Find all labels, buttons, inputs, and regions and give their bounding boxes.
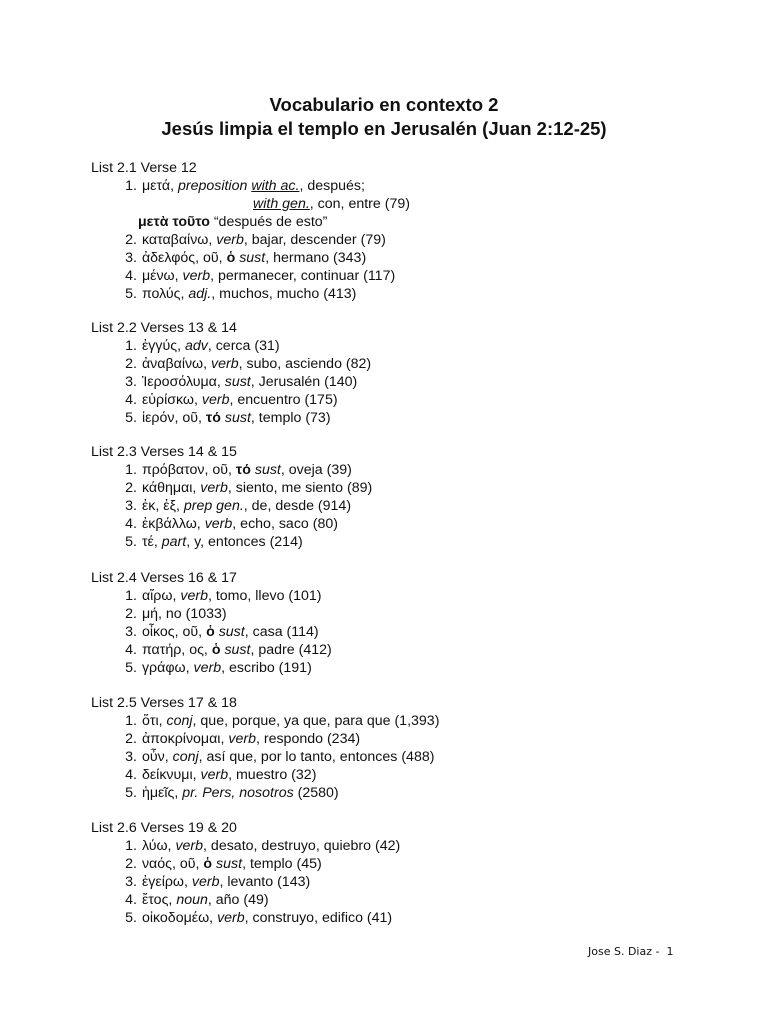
grammar-tag: sust — [224, 410, 251, 426]
greek-word: εὑρίσκω — [141, 392, 195, 408]
definition: , no (1033) — [158, 606, 227, 622]
greek-word: ὅτι — [141, 713, 159, 729]
definition: (2580) — [293, 785, 339, 801]
greek-word: ἐγείρω — [141, 874, 184, 890]
definition: , siento, me siento (89) — [227, 480, 373, 496]
greek-word: κάθημαι — [141, 480, 193, 496]
item-number: 3. — [125, 624, 137, 640]
grammar-tag: verb — [201, 392, 230, 408]
greek-word: Ἱεροσόλυμα — [141, 374, 217, 390]
definition: , año (49) — [207, 892, 269, 908]
document-subtitle: Jesús limpia el templo en Jerusalén (Juan 2:12-25) — [161, 118, 607, 139]
list-item: 5. πολύς, adj., muchos, mucho (413) — [117, 285, 356, 303]
list-item: 3. ἐκ, ἐξ, prep gen., de, desde (914) — [117, 497, 351, 515]
grammar-tag: sust — [254, 462, 281, 478]
article: ὁ — [226, 250, 236, 266]
grammar-tag: adj. — [188, 286, 212, 302]
list-item: 5. γράφω, verb, escribo (191) — [117, 659, 312, 677]
list-item: 5. τέ, part, y, entonces (214) — [117, 533, 303, 551]
phrase-line — [138, 213, 327, 231]
list-item: 4. ἔτος, noun, año (49) — [117, 891, 269, 909]
article: τό — [205, 410, 221, 426]
article: ὁ — [206, 624, 215, 640]
definition: , escribo (191) — [221, 660, 312, 676]
greek-word: αἴρω — [141, 588, 173, 604]
greek-word: οἶκος, οῦ, — [141, 624, 203, 640]
grammar-tag: verb — [228, 731, 256, 747]
definition: , oveja (39) — [280, 462, 352, 478]
list-item — [117, 461, 352, 479]
list-item: 4. εὑρίσκω, verb, encuentro (175) — [117, 391, 338, 409]
item-number: 1. — [125, 462, 137, 478]
definition: , muestro (32) — [228, 767, 317, 783]
definition: , permanecer, continuar (117) — [210, 268, 396, 284]
greek-word: ἀναβαίνω — [141, 356, 204, 372]
grammar-tag: conj — [166, 713, 193, 729]
greek-word: λύω — [141, 838, 168, 854]
definition: , templo (73) — [250, 410, 331, 426]
item-number: 4. — [125, 392, 137, 408]
grammar-tag: preposition — [177, 178, 248, 194]
list-item: 1. αἴρω, verb, tomo, llevo (101) — [117, 587, 322, 605]
item-number: 5. — [125, 910, 137, 926]
list-item: 5. ἡμεῖς, pr. Pers, nosotros (2580) — [117, 784, 339, 802]
item-number: 2. — [125, 356, 137, 372]
article: ὁ — [203, 856, 213, 872]
list-item-continuation — [253, 195, 410, 213]
greek-word: οἰκοδομέω — [141, 910, 210, 926]
list-item: 4. ἐκβάλλω, verb, echo, saco (80) — [117, 515, 338, 533]
greek-word: μή — [141, 606, 159, 622]
list-item: 2. καταβαίνω, verb, bajar, descender (79) — [117, 231, 386, 249]
article: ὁ — [211, 642, 221, 658]
grammar-tag: sust — [239, 250, 266, 266]
item-number: 3. — [125, 874, 137, 890]
list-item — [117, 641, 332, 659]
item-number: 3. — [125, 749, 137, 765]
definition: , hermano (343) — [265, 250, 367, 266]
greek-phrase: μετὰ τοῦτο — [138, 214, 210, 230]
with-gen-note: with gen. — [253, 196, 310, 212]
item-number: 1. — [125, 178, 137, 194]
definition: , desato, destruyo, quiebro (42) — [203, 838, 401, 854]
definition: , que, porque, ya que, para que (1,393) — [192, 713, 440, 729]
list-item: 4. μένω, verb, permanecer, continuar (117) — [117, 267, 395, 285]
definition: , así que, por lo tanto, entonces (488) — [198, 749, 435, 765]
greek-word: οὖν — [141, 749, 165, 765]
item-number: 3. — [125, 250, 137, 266]
greek-word: πατήρ, ος, — [141, 642, 208, 658]
list-item: 1. λύω, verb, desato, destruyo, quiebro (42) — [117, 837, 400, 855]
grammar-tag: adv — [184, 338, 208, 354]
grammar-tag: sust — [216, 856, 243, 872]
list-item: 1. ὅτι, conj, que, porque, ya que, para que (1,393) — [117, 712, 439, 730]
definition: , Jerusalén (140) — [250, 374, 358, 390]
item-number: 4. — [125, 268, 137, 284]
grammar-tag: noun — [176, 892, 208, 908]
item-number: 5. — [125, 660, 137, 676]
item-number: 5. — [125, 410, 137, 426]
list-heading: List 2.2 Verses 13 & 14 — [91, 320, 237, 336]
list-heading: List 2.3 Verses 14 & 15 — [91, 444, 237, 460]
greek-word: δείκνυμι — [141, 767, 193, 783]
item-number: 1. — [125, 338, 137, 354]
definition: , cerca (31) — [207, 338, 280, 354]
list-heading: List 2.4 Verses 16 & 17 — [91, 570, 237, 586]
greek-word: καταβαίνω — [141, 232, 209, 248]
item-number: 5. — [125, 785, 137, 801]
item-number: 2. — [125, 731, 137, 747]
definition: , subo, asciendo (82) — [238, 356, 372, 372]
list-item: 2. ἀποκρίνομαι, verb, respondo (234) — [117, 730, 360, 748]
definition: , echo, saco (80) — [232, 516, 338, 532]
grammar-tag: conj — [172, 749, 199, 765]
grammar-tag: verb — [191, 874, 220, 890]
definition: , tomo, llevo (101) — [207, 588, 322, 604]
grammar-tag: verb — [182, 268, 211, 284]
item-number: 3. — [125, 374, 137, 390]
greek-word: ἀποκρίνομαι — [141, 731, 221, 747]
greek-word: ἔτος — [141, 892, 169, 908]
phrase-gloss: “después de esto” — [213, 214, 328, 230]
grammar-tag: sust — [224, 642, 251, 658]
greek-word: πολύς — [141, 286, 181, 302]
definition: , bajar, descender (79) — [243, 232, 386, 248]
greek-word: γράφω — [141, 660, 186, 676]
grammar-tag: verb — [175, 838, 204, 854]
item-number: 2. — [125, 480, 137, 496]
list-item — [117, 623, 319, 641]
grammar-tag: verb — [200, 480, 228, 496]
list-heading: List 2.1 Verse 12 — [91, 160, 197, 176]
item-number: 4. — [125, 516, 137, 532]
list-item: 2. ἀναβαίνω, verb, subo, asciendo (82) — [117, 355, 371, 373]
list-item: 1. μετά, preposition with ac., después; — [117, 177, 365, 195]
definition: , casa (114) — [244, 624, 319, 640]
list-item: 3. ἐγείρω, verb, levanto (143) — [117, 873, 310, 891]
greek-word: ἐγγύς — [141, 338, 178, 354]
definition: , encuentro (175) — [229, 392, 338, 408]
greek-word: πρόβατον, οῦ, — [141, 462, 232, 478]
list-item — [117, 605, 227, 623]
list-item: 1. ἐγγύς, adv, cerca (31) — [117, 337, 280, 355]
greek-word: ἐκ, ἐξ — [141, 498, 176, 514]
greek-word: μένω — [141, 268, 175, 284]
item-number: 4. — [125, 767, 137, 783]
definition: , respondo (234) — [255, 731, 361, 747]
definition: , muchos, mucho (413) — [211, 286, 357, 302]
item-number: 2. — [125, 232, 137, 248]
grammar-tag: sust — [218, 624, 245, 640]
greek-word: ἐκβάλλω — [141, 516, 197, 532]
item-number: 3. — [125, 498, 137, 514]
list-item: 2. κάθημαι, verb, siento, me siento (89) — [117, 479, 372, 497]
item-number: 4. — [125, 642, 137, 658]
item-number: 2. — [125, 856, 137, 872]
list-item: 5. οἰκοδομέω, verb, construyo, edifico (41) — [117, 909, 392, 927]
grammar-tag: verb — [204, 516, 233, 532]
definition: , de, desde (914) — [243, 498, 352, 514]
definition: , padre (412) — [250, 642, 332, 658]
greek-word: μετά — [141, 178, 171, 194]
item-number: 2. — [125, 606, 137, 622]
item-number: 1. — [125, 838, 137, 854]
item-number: 5. — [125, 286, 137, 302]
definition: , construyo, edifico (41) — [244, 910, 393, 926]
grammar-tag: verb — [200, 767, 229, 783]
definition: , después; — [299, 178, 365, 194]
definition: , levanto (143) — [219, 874, 311, 890]
grammar-tag: verb — [216, 232, 244, 248]
list-heading: List 2.5 Verses 17 & 18 — [91, 695, 237, 711]
page-footer: Jose S. Diaz - 1 — [588, 945, 674, 958]
item-number: 4. — [125, 892, 137, 908]
grammar-tag: verb — [211, 356, 239, 372]
grammar-tag: prep gen. — [183, 498, 244, 514]
list-item — [117, 409, 331, 427]
grammar-tag: verb — [217, 910, 245, 926]
with-ac-note: with ac. — [251, 178, 300, 194]
item-number: 1. — [125, 713, 137, 729]
grammar-tag: verb — [193, 660, 222, 676]
grammar-tag: verb — [180, 588, 208, 604]
grammar-tag: part — [161, 534, 187, 550]
greek-word: ἡμεῖς — [141, 785, 175, 801]
grammar-tag: sust — [224, 374, 251, 390]
greek-word: τέ — [141, 534, 154, 550]
definition: , y, entonces (214) — [186, 534, 303, 550]
list-item: 4. δείκνυμι, verb, muestro (32) — [117, 766, 316, 784]
article: τό — [235, 462, 251, 478]
definition: , con, entre (79) — [309, 196, 410, 212]
item-number: 1. — [125, 588, 137, 604]
item-number: 5. — [125, 534, 137, 550]
list-heading: List 2.6 Verses 19 & 20 — [91, 820, 237, 836]
list-item: 3. Ἱεροσόλυμα, sust, Jerusalén (140) — [117, 373, 357, 391]
list-item: 3. οὖν, conj, así que, por lo tanto, entonces (488) — [117, 748, 434, 766]
greek-word: ἀδελφός, οῦ, — [141, 250, 223, 266]
grammar-tag: pr. Pers, nosotros — [182, 785, 294, 801]
document-title: Vocabulario en contexto 2 — [269, 94, 499, 115]
list-item — [117, 249, 366, 267]
list-item — [117, 855, 322, 873]
greek-word: ἱερόν, οῦ, — [141, 410, 202, 426]
definition: , templo (45) — [242, 856, 322, 872]
greek-word: ναός, οῦ, — [141, 856, 200, 872]
